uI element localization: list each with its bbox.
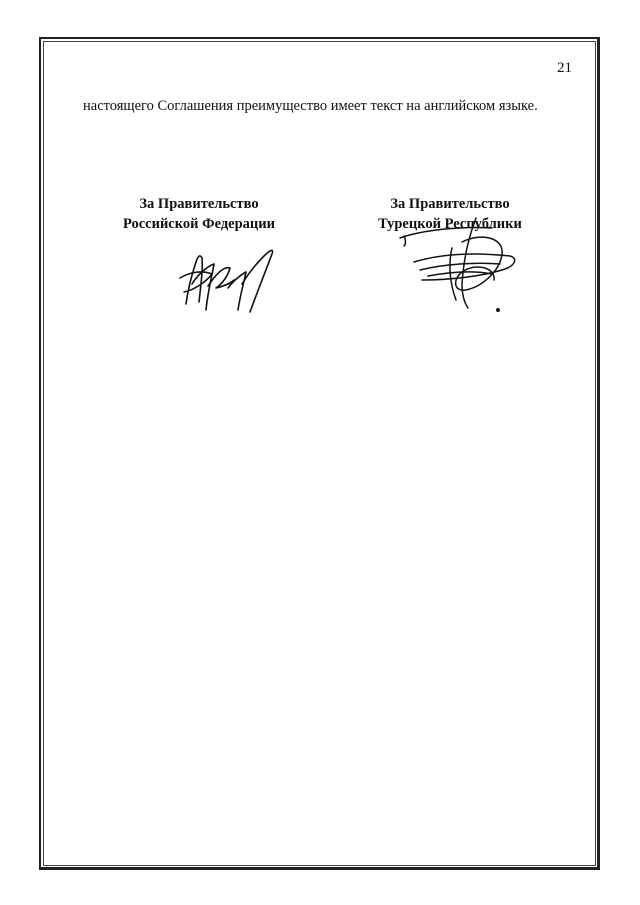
agreement-text-line: настоящего Соглашения преимущество имеет текст на английском языке. xyxy=(83,98,538,114)
signature-russia xyxy=(172,244,282,316)
page-border-inner xyxy=(43,41,596,866)
page-number: 21 xyxy=(557,60,572,76)
signatory-russia-line2: Российской Федерации xyxy=(122,216,275,232)
signatory-turkey-line1: За Правительство xyxy=(390,196,510,212)
signatory-russia xyxy=(89,194,309,234)
signatory-turkey-line2: Турецкой Республики xyxy=(378,216,522,232)
signatory-russia-line1: За Правительство xyxy=(139,196,259,212)
signature-turkey xyxy=(392,214,522,314)
